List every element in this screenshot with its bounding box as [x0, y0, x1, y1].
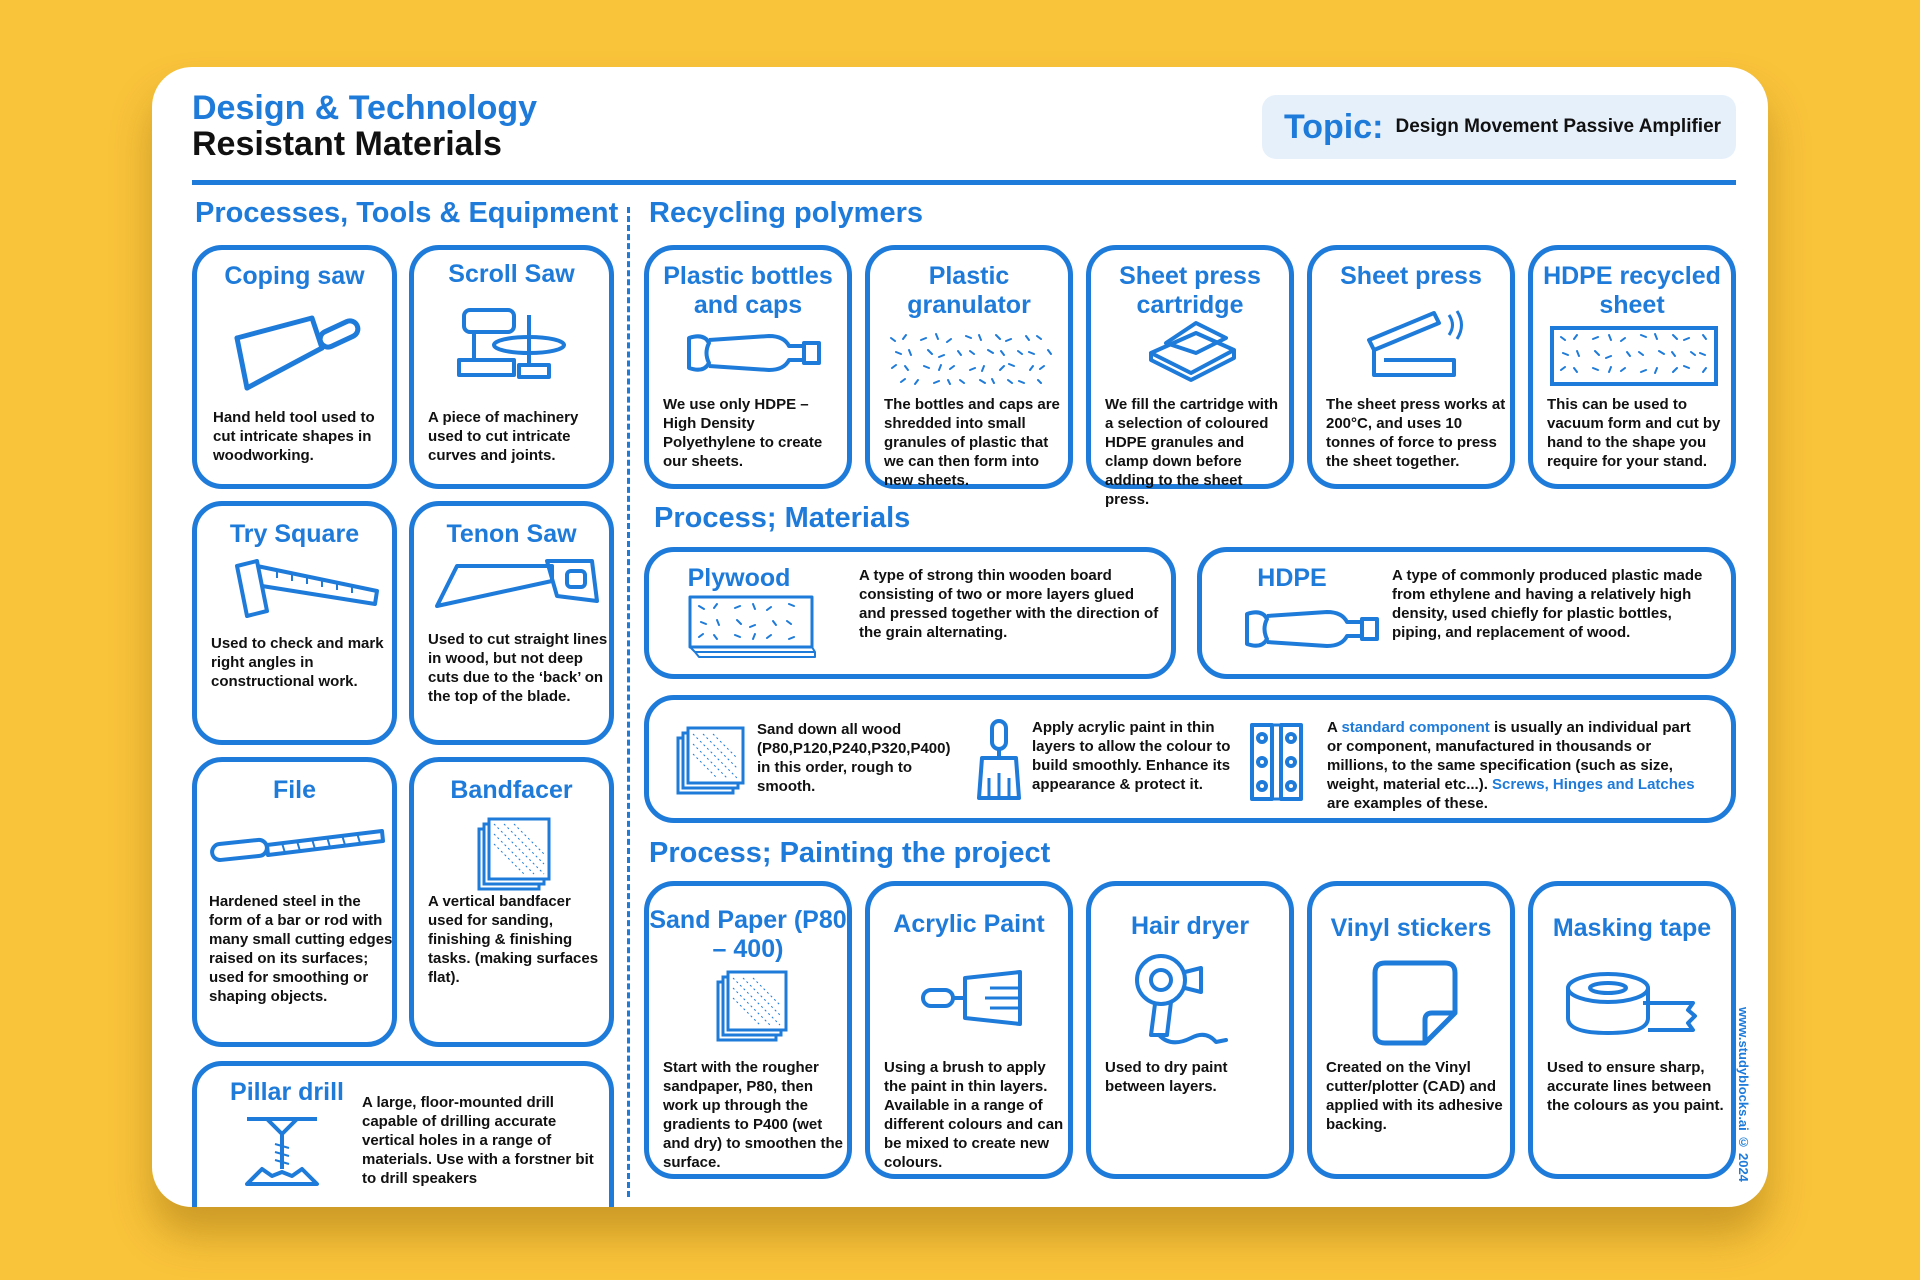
card-text: Created on the Vinyl cutter/plotter (CAD) and applied with its adhesive backing. [1326, 1059, 1503, 1133]
card-text: Using a brush to apply the paint in thin layers. Available in a range of different colours and can be mixed to create new colours. [884, 1059, 1064, 1171]
section-materials: Process; Materials [654, 502, 911, 534]
coping-saw-icon [227, 308, 367, 398]
card-title: HDPE recycled sheet [1543, 262, 1721, 319]
card-hdpe-sheet [1528, 245, 1736, 489]
paintbrush-icon [920, 968, 1025, 1028]
masking-tape-icon [1563, 968, 1703, 1048]
card-text: The bottles and caps are shredded into small granules of plastic that we can then form into new sheets. [884, 396, 1060, 489]
sandpaper-icon [715, 968, 790, 1043]
card-process-strip [644, 695, 1736, 823]
sand-text: Sand down all wood (P80,P120,P240,P320,P400) in this order, rough to smooth. [757, 721, 951, 795]
try-square-icon [217, 556, 387, 626]
card-pillar-drill [192, 1061, 614, 1207]
card-plastic-bottles [644, 245, 852, 489]
card-text: Hardened steel in the form of a bar or rod with many small cutting edges raised on its surfaces; used for smoothing or shaping objects. [209, 893, 393, 1005]
std-suffix: are examples of these. [1327, 795, 1488, 812]
worksheet [152, 67, 1768, 1207]
card-sand-paper [644, 881, 852, 1179]
card-title: Bandfacer [450, 776, 573, 804]
card-text: We use only HDPE – High Density Polyethylene to create our sheets. [663, 396, 823, 470]
plywood-icon [687, 594, 817, 664]
card-tenon-saw [409, 501, 614, 745]
card-text: A type of commonly produced plastic made from ethylene and having a relatively high density, used chiefly for plastic bottles, piping, and replacement of wood. [1392, 567, 1703, 641]
card-hdpe [1197, 547, 1736, 679]
scroll-saw-icon [454, 305, 574, 385]
screws-hinges-latches-link[interactable]: Screws, Hinges and Latches [1492, 776, 1695, 793]
card-text: The sheet press works at 200°C, and uses 10 tonnes of force to press the sheet together. [1326, 396, 1506, 470]
hdpe-sheet-icon [1549, 325, 1719, 387]
paintbrush-icon [974, 718, 1024, 803]
tenon-saw-icon [432, 556, 602, 626]
card-text: A type of strong thin wooden board consisting of two or more layers glued and pressed together with the direction of the grain alternating. [859, 567, 1159, 641]
card-bandfacer [409, 757, 614, 1047]
bandfacer-icon [474, 814, 554, 894]
cartridge-icon [1146, 318, 1241, 383]
card-masking-tape [1528, 881, 1736, 1179]
card-title: Tenon Saw [446, 520, 577, 548]
topic-box [1262, 95, 1736, 159]
card-title: Plywood [687, 564, 791, 592]
card-plywood [644, 547, 1176, 679]
header-divider [192, 180, 1736, 185]
card-title: Coping saw [224, 262, 365, 290]
topic-text: Design Movement Passive Amplifier [1395, 116, 1722, 137]
section-tools: Processes, Tools & Equipment [195, 197, 619, 229]
card-title: HDPE [1257, 564, 1327, 592]
sandpaper-icon [675, 726, 745, 796]
hinge-icon [1249, 722, 1304, 802]
card-title: Sheet press [1340, 262, 1482, 290]
card-text: A piece of machinery used to cut intricate curves and joints. [428, 409, 579, 464]
card-title: Plastic bottles and caps [663, 262, 833, 319]
file-icon [207, 817, 387, 867]
bottle-icon [1242, 604, 1382, 654]
card-text: Used to ensure sharp, accurate lines between the colours as you paint. [1547, 1059, 1724, 1114]
card-title: Plastic granulator [907, 262, 1031, 319]
card-title: Vinyl stickers [1330, 914, 1492, 942]
card-title: Try Square [229, 520, 360, 548]
sticker-icon [1370, 958, 1460, 1048]
card-title: Masking tape [1552, 914, 1712, 942]
card-title: Hair dryer [1130, 912, 1250, 940]
card-title: Scroll Saw [448, 260, 575, 288]
card-text: Used to check and mark right angles in constructional work. [211, 635, 384, 690]
card-title: File [272, 776, 317, 804]
card-title: Sand Paper (P80 – 400) [649, 906, 847, 963]
section-recycling: Recycling polymers [649, 197, 923, 229]
card-text: A vertical bandfacer used for sanding, finishing & finishing tasks. (making surfaces flat). [428, 893, 599, 986]
standard-component-link[interactable]: standard component [1341, 719, 1490, 736]
title-area: Resistant Materials [192, 125, 502, 163]
standard-component-text [1327, 718, 1707, 813]
sheet-press-icon [1364, 305, 1464, 385]
card-scroll-saw [409, 245, 614, 489]
section-painting: Process; Painting the project [649, 837, 1051, 869]
card-sheet-press-cartridge [1086, 245, 1294, 508]
card-vinyl-stickers [1307, 881, 1515, 1179]
std-prefix: A [1327, 719, 1342, 736]
column-divider [627, 207, 630, 1197]
topic-label: Topic: [1284, 107, 1384, 146]
card-try-square [192, 501, 397, 745]
card-plastic-granulator [865, 245, 1073, 489]
card-file [192, 757, 397, 1047]
credit-text: www.studyblocks.ai © 2024 [1736, 1007, 1751, 1182]
card-text: Used to dry paint between layers. [1105, 1059, 1228, 1095]
card-coping-saw [192, 245, 397, 489]
card-title: Acrylic Paint [893, 910, 1045, 938]
card-title: Sheet press cartridge [1119, 262, 1261, 319]
card-hair-dryer [1086, 881, 1294, 1179]
card-text: Hand held tool used to cut intricate shapes in woodworking. [213, 409, 375, 464]
pillar-drill-icon [237, 1114, 327, 1194]
card-sheet-press [1307, 245, 1515, 489]
std-mid: is usually an individual part or component, manufactured in thousands or millions, to the same specification (such as size, weight, material etc...). [1327, 719, 1691, 793]
card-text: Start with the rougher sandpaper, P80, then work up through the gradients to P400 (wet and dry) to smoothen the surface. [663, 1059, 843, 1171]
paint-text: Apply acrylic paint in thin layers to allow the colour to build smoothly. Enhance its appearance & protect it. [1032, 719, 1231, 793]
card-acrylic-paint [865, 881, 1073, 1179]
card-text: Used to cut straight lines in wood, but not deep cuts due to the ‘back’ on the top of the blade. [428, 631, 608, 705]
card-title: Pillar drill [230, 1078, 344, 1106]
card-text: A large, floor-mounted drill capable of drilling accurate vertical holes in a range of materials. Use with a forstner bit to drill speakers [362, 1094, 594, 1187]
hair-dryer-icon [1131, 950, 1241, 1050]
card-text: We fill the cartridge with a selection of coloured HDPE granules and clamp down before adding to the sheet press. [1105, 396, 1279, 508]
card-text: This can be used to vacuum form and cut by hand to the shape you require for your stand. [1547, 396, 1721, 470]
granules-icon [886, 330, 1056, 388]
bottle-icon [684, 328, 824, 378]
title-subject: Design & Technology [192, 89, 538, 127]
